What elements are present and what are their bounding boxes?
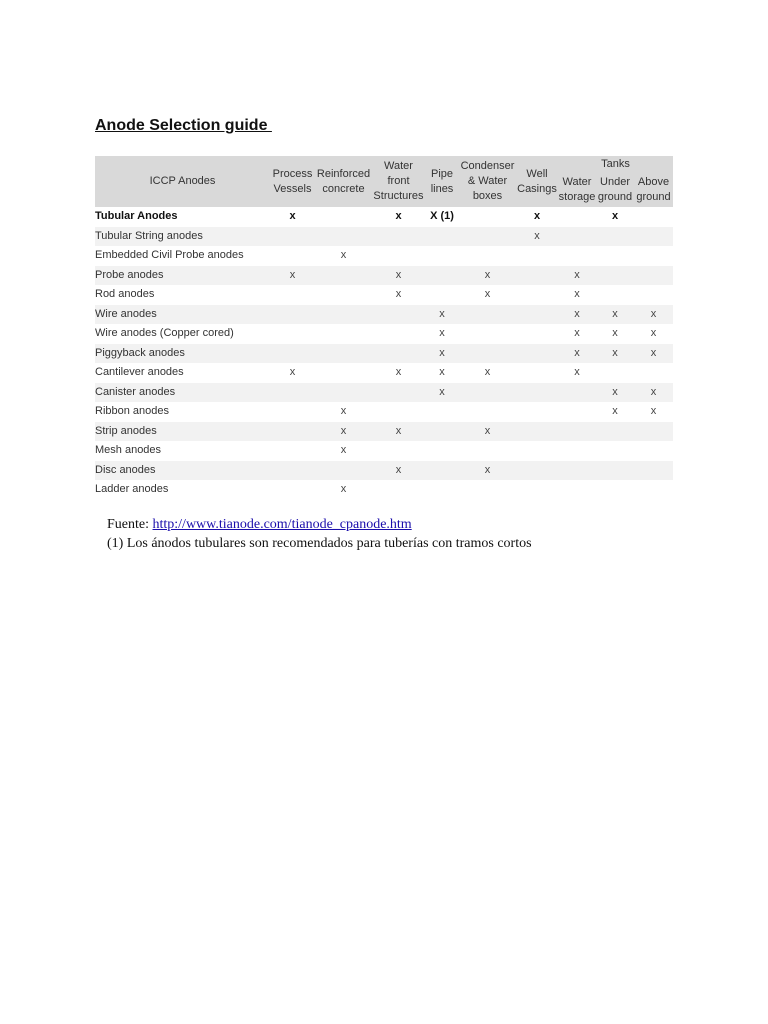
table-row	[95, 285, 673, 305]
table-cell	[516, 441, 558, 461]
table-row	[95, 363, 673, 383]
table-cell	[516, 422, 558, 442]
table-cell: x	[558, 344, 596, 364]
row-anode-name: Ribbon anodes	[95, 402, 270, 422]
table-cell: x	[315, 480, 372, 500]
row-anode-name: Canister anodes	[95, 383, 270, 403]
table-row	[95, 402, 673, 422]
table-cell	[425, 285, 459, 305]
table-cell: x	[516, 207, 558, 227]
table-cell	[425, 480, 459, 500]
table-cell	[270, 344, 315, 364]
table-cell	[596, 285, 634, 305]
table-cell: x	[270, 207, 315, 227]
table-row	[95, 480, 673, 500]
table-cell: x	[558, 266, 596, 286]
header-reinforced-concrete: Reinforced concrete	[315, 156, 372, 207]
header-well-casings: Well Casings	[516, 156, 558, 207]
table-cell	[516, 383, 558, 403]
table-cell	[596, 227, 634, 247]
table-cell	[459, 324, 516, 344]
table-cell: x	[372, 363, 425, 383]
header-process-vessels: Process Vessels	[270, 156, 315, 207]
table-cell	[459, 305, 516, 325]
header-tanks: Tanks	[558, 156, 673, 173]
table-cell: x	[634, 324, 673, 344]
table-cell	[634, 227, 673, 247]
table-cell	[516, 480, 558, 500]
table-cell: x	[596, 383, 634, 403]
table-cell: x	[315, 441, 372, 461]
table-cell: x	[516, 227, 558, 247]
row-anode-name: Tubular String anodes	[95, 227, 270, 247]
table-cell: x	[558, 305, 596, 325]
source-notes	[107, 515, 532, 553]
table-cell	[315, 227, 372, 247]
table-cell: x	[558, 363, 596, 383]
row-anode-name: Tubular Anodes	[95, 207, 270, 227]
table-cell: x	[634, 344, 673, 364]
table-cell	[315, 363, 372, 383]
table-row	[95, 441, 673, 461]
table-cell: x	[425, 344, 459, 364]
table-cell	[596, 422, 634, 442]
table-cell: x	[558, 324, 596, 344]
table-cell	[425, 266, 459, 286]
table-row	[95, 266, 673, 286]
row-anode-name: Probe anodes	[95, 266, 270, 286]
table-cell	[459, 207, 516, 227]
table-cell: x	[372, 422, 425, 442]
table-cell	[270, 285, 315, 305]
source-link[interactable]: http://www.tianode.com/tianode_cpanode.htm	[152, 517, 412, 532]
table-cell	[270, 422, 315, 442]
row-anode-name: Mesh anodes	[95, 441, 270, 461]
row-anode-name: Cantilever anodes	[95, 363, 270, 383]
table-cell: x	[596, 402, 634, 422]
table-cell: x	[596, 324, 634, 344]
table-cell	[596, 461, 634, 481]
table-cell	[516, 246, 558, 266]
table-cell	[459, 383, 516, 403]
table-cell	[270, 383, 315, 403]
table-cell: x	[372, 461, 425, 481]
table-cell	[634, 207, 673, 227]
row-anode-name: Wire anodes	[95, 305, 270, 325]
table-row	[95, 246, 673, 266]
table-cell	[459, 480, 516, 500]
table-cell	[372, 402, 425, 422]
table-cell	[558, 461, 596, 481]
footnote: (1) Los ánodos tubulares son recomendados para tuberías con tramos cortos	[107, 536, 532, 551]
row-anode-name: Embedded Civil Probe anodes	[95, 246, 270, 266]
table-cell: x	[459, 285, 516, 305]
table-cell	[516, 402, 558, 422]
table-cell: x	[315, 422, 372, 442]
table-cell: x	[372, 285, 425, 305]
table-cell	[315, 344, 372, 364]
table-cell	[372, 383, 425, 403]
row-anode-name: Rod anodes	[95, 285, 270, 305]
table-cell: x	[634, 305, 673, 325]
table-cell	[425, 402, 459, 422]
table-cell	[558, 246, 596, 266]
anode-selection-table	[95, 156, 673, 500]
table-cell	[634, 480, 673, 500]
table-cell	[425, 246, 459, 266]
table-cell	[516, 324, 558, 344]
table-cell: x	[634, 402, 673, 422]
table-cell	[634, 461, 673, 481]
table-cell	[459, 441, 516, 461]
table-row	[95, 461, 673, 481]
table-cell	[596, 480, 634, 500]
table-cell: x	[596, 305, 634, 325]
table-cell: X (1)	[425, 207, 459, 227]
table-cell: x	[596, 207, 634, 227]
table-cell	[372, 480, 425, 500]
table-cell: x	[459, 363, 516, 383]
table-row	[95, 227, 673, 247]
table-cell: x	[315, 402, 372, 422]
table-cell: x	[425, 383, 459, 403]
row-anode-name: Strip anodes	[95, 422, 270, 442]
table-cell: x	[372, 207, 425, 227]
table-cell	[634, 422, 673, 442]
table-cell	[516, 363, 558, 383]
anode-selection-table-wrapper	[95, 156, 673, 500]
source-label: Fuente:	[107, 517, 153, 532]
table-cell: x	[425, 363, 459, 383]
table-cell	[315, 461, 372, 481]
row-anode-name: Ladder anodes	[95, 480, 270, 500]
table-cell	[315, 207, 372, 227]
header-tanks-under-ground: Under ground	[596, 173, 634, 207]
table-header	[95, 156, 673, 207]
header-tanks-water-storage: Water storage	[558, 173, 596, 207]
table-cell: x	[558, 285, 596, 305]
table-cell	[459, 246, 516, 266]
table-cell	[516, 266, 558, 286]
header-condenser-water-boxes: Condenser & Water boxes	[459, 156, 516, 207]
source-line	[107, 515, 532, 534]
row-anode-name: Piggyback anodes	[95, 344, 270, 364]
header-pipe-lines: Pipe lines	[425, 156, 459, 207]
table-cell	[315, 324, 372, 344]
header-water-front-structures: Water front Structures	[372, 156, 425, 207]
table-row	[95, 207, 673, 227]
table-cell: x	[425, 305, 459, 325]
table-cell	[270, 461, 315, 481]
page-title: Anode Selection guide	[95, 117, 272, 134]
table-cell	[315, 383, 372, 403]
table-cell: x	[270, 266, 315, 286]
table-cell	[270, 227, 315, 247]
table-cell	[425, 461, 459, 481]
table-cell	[315, 266, 372, 286]
table-cell	[516, 305, 558, 325]
table-cell	[596, 246, 634, 266]
row-anode-name: Disc anodes	[95, 461, 270, 481]
table-cell: x	[596, 344, 634, 364]
table-cell	[372, 246, 425, 266]
table-cell: x	[372, 266, 425, 286]
table-cell	[270, 402, 315, 422]
table-cell	[372, 344, 425, 364]
table-cell	[558, 207, 596, 227]
table-cell	[372, 227, 425, 247]
table-row	[95, 305, 673, 325]
table-cell	[558, 383, 596, 403]
row-anode-name: Wire anodes (Copper cored)	[95, 324, 270, 344]
table-cell	[634, 285, 673, 305]
table-cell	[270, 441, 315, 461]
table-cell	[516, 344, 558, 364]
table-row	[95, 344, 673, 364]
table-cell	[596, 441, 634, 461]
table-cell	[634, 441, 673, 461]
table-cell	[372, 441, 425, 461]
table-cell	[315, 305, 372, 325]
table-cell	[459, 402, 516, 422]
table-cell: x	[634, 383, 673, 403]
table-cell	[459, 344, 516, 364]
table-cell	[270, 246, 315, 266]
table-cell	[425, 227, 459, 247]
table-cell	[516, 285, 558, 305]
table-cell: x	[459, 461, 516, 481]
header-tanks-above-ground: Above ground	[634, 173, 673, 207]
table-cell: x	[425, 324, 459, 344]
table-cell	[425, 422, 459, 442]
table-cell	[596, 363, 634, 383]
table-cell	[270, 305, 315, 325]
table-cell: x	[270, 363, 315, 383]
table-cell: x	[459, 422, 516, 442]
table-cell	[634, 246, 673, 266]
table-row	[95, 324, 673, 344]
table-cell	[558, 480, 596, 500]
table-cell	[459, 227, 516, 247]
table-cell	[516, 461, 558, 481]
table-cell	[558, 422, 596, 442]
table-cell	[558, 441, 596, 461]
table-cell	[558, 227, 596, 247]
table-cell	[372, 324, 425, 344]
table-cell: x	[315, 246, 372, 266]
table-cell	[270, 324, 315, 344]
table-cell	[372, 305, 425, 325]
table-row	[95, 383, 673, 403]
table-cell	[270, 480, 315, 500]
table-cell	[596, 266, 634, 286]
table-cell	[425, 441, 459, 461]
table-cell	[558, 402, 596, 422]
table-body	[95, 207, 673, 500]
table-cell	[315, 285, 372, 305]
table-cell: x	[459, 266, 516, 286]
header-iccp-anodes: ICCP Anodes	[95, 156, 270, 207]
table-cell	[634, 266, 673, 286]
table-cell	[634, 363, 673, 383]
table-row	[95, 422, 673, 442]
